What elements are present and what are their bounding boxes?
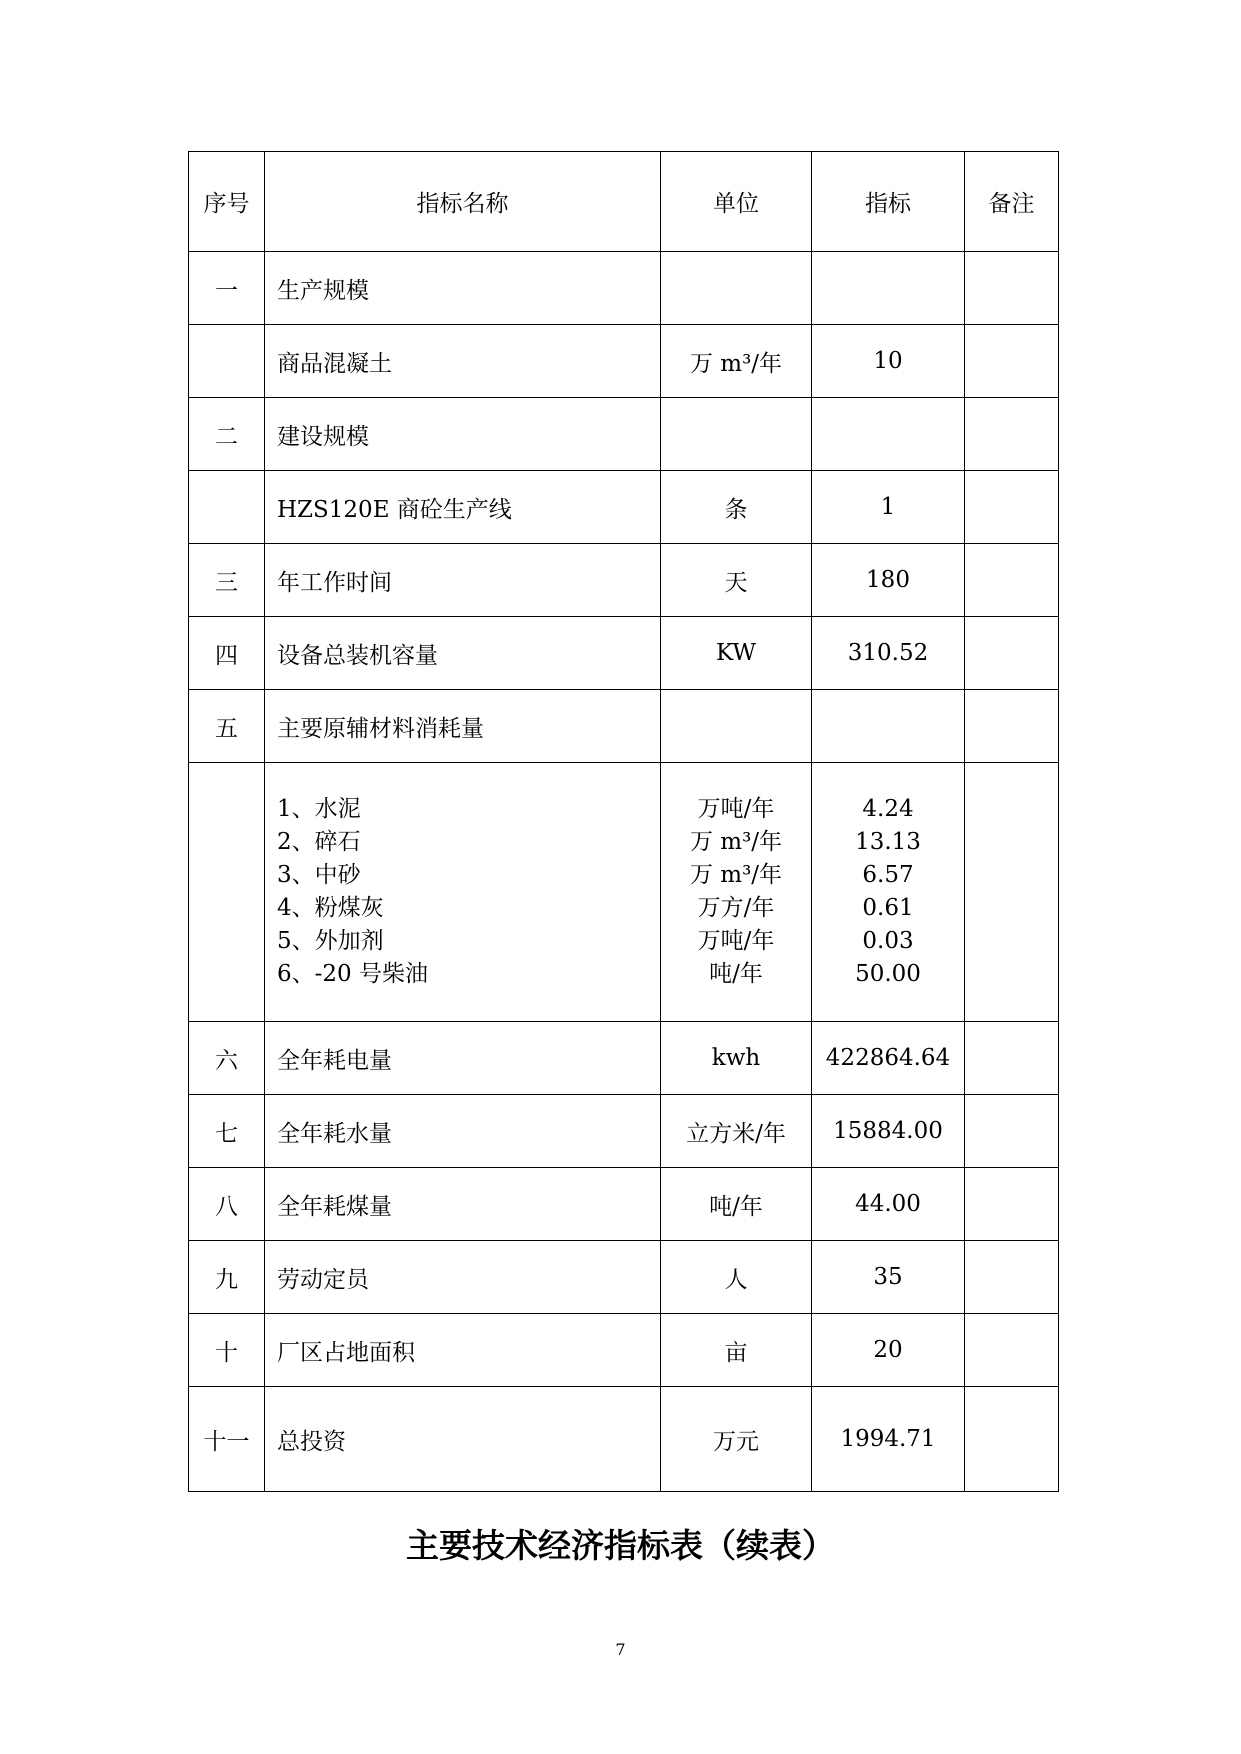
materials-units bbox=[661, 763, 812, 1022]
material-name: 5、外加剂 bbox=[277, 928, 384, 954]
row-unit: KW bbox=[661, 617, 812, 690]
row-value: 20 bbox=[812, 1314, 965, 1387]
row-seq: 四 bbox=[189, 617, 265, 690]
materials-row bbox=[189, 763, 1059, 1022]
row-value: 35 bbox=[812, 1241, 965, 1314]
material-unit: 万吨/年 bbox=[697, 796, 775, 822]
indicator-table-container bbox=[188, 151, 1058, 1492]
row-unit: 天 bbox=[661, 544, 812, 617]
row-note bbox=[965, 544, 1059, 617]
material-value: 6.57 bbox=[862, 862, 914, 888]
row-seq bbox=[189, 325, 265, 398]
row-note bbox=[965, 1387, 1059, 1492]
row-unit: 万 m³/年 bbox=[661, 325, 812, 398]
row-seq: 五 bbox=[189, 690, 265, 763]
material-value: 4.24 bbox=[862, 796, 914, 822]
table-row bbox=[189, 325, 1059, 398]
row-value: 10 bbox=[812, 325, 965, 398]
row-value: 180 bbox=[812, 544, 965, 617]
row-name: 建设规模 bbox=[265, 398, 661, 471]
material-value: 0.03 bbox=[862, 928, 914, 954]
row-unit: 条 bbox=[661, 471, 812, 544]
row-value bbox=[812, 398, 965, 471]
material-unit: 万 m³/年 bbox=[689, 862, 783, 888]
row-value: 422864.64 bbox=[812, 1022, 965, 1095]
row-value: 44.00 bbox=[812, 1168, 965, 1241]
material-name: 3、中砂 bbox=[277, 862, 361, 888]
row-note bbox=[965, 763, 1059, 1022]
row-note bbox=[965, 1168, 1059, 1241]
table-row bbox=[189, 1095, 1059, 1168]
indicator-table bbox=[188, 151, 1059, 1492]
row-note bbox=[965, 1314, 1059, 1387]
row-unit: 吨/年 bbox=[661, 1168, 812, 1241]
material-name: 4、粉煤灰 bbox=[277, 895, 384, 921]
material-value: 13.13 bbox=[855, 829, 921, 855]
table-row bbox=[189, 1022, 1059, 1095]
table-row bbox=[189, 398, 1059, 471]
row-name: 厂区占地面积 bbox=[265, 1314, 661, 1387]
row-name: HZS120E 商砼生产线 bbox=[265, 471, 661, 544]
row-note bbox=[965, 471, 1059, 544]
material-unit: 吨/年 bbox=[709, 961, 763, 987]
header-unit: 单位 bbox=[661, 152, 812, 252]
material-value: 50.00 bbox=[855, 961, 921, 987]
material-unit: 万吨/年 bbox=[697, 928, 775, 954]
material-unit: 万方/年 bbox=[697, 895, 775, 921]
materials-names bbox=[265, 763, 661, 1022]
material-name: 1、水泥 bbox=[277, 796, 361, 822]
page-number: 7 bbox=[615, 1640, 626, 1659]
row-note bbox=[965, 398, 1059, 471]
row-note bbox=[965, 1022, 1059, 1095]
row-seq bbox=[189, 471, 265, 544]
row-name: 设备总装机容量 bbox=[265, 617, 661, 690]
material-name: 2、碎石 bbox=[277, 829, 361, 855]
row-note bbox=[965, 325, 1059, 398]
row-unit: 亩 bbox=[661, 1314, 812, 1387]
material-unit: 万 m³/年 bbox=[689, 829, 783, 855]
row-seq: 三 bbox=[189, 544, 265, 617]
table-row bbox=[189, 471, 1059, 544]
row-seq: 二 bbox=[189, 398, 265, 471]
row-value: 1994.71 bbox=[812, 1387, 965, 1492]
row-value: 15884.00 bbox=[812, 1095, 965, 1168]
row-seq: 一 bbox=[189, 252, 265, 325]
table-row bbox=[189, 1387, 1059, 1492]
header-value: 指标 bbox=[812, 152, 965, 252]
header-seq: 序号 bbox=[189, 152, 265, 252]
row-name: 总投资 bbox=[265, 1387, 661, 1492]
row-seq: 十 bbox=[189, 1314, 265, 1387]
row-seq: 九 bbox=[189, 1241, 265, 1314]
material-name: 6、-20 号柴油 bbox=[277, 961, 428, 987]
row-name: 劳动定员 bbox=[265, 1241, 661, 1314]
material-value: 0.61 bbox=[862, 895, 914, 921]
row-note bbox=[965, 690, 1059, 763]
materials-values bbox=[812, 763, 965, 1022]
row-note bbox=[965, 1095, 1059, 1168]
row-note bbox=[965, 617, 1059, 690]
row-name: 全年耗电量 bbox=[265, 1022, 661, 1095]
table-row bbox=[189, 544, 1059, 617]
header-name: 指标名称 bbox=[265, 152, 661, 252]
row-value bbox=[812, 252, 965, 325]
table-row bbox=[189, 1168, 1059, 1241]
row-seq: 七 bbox=[189, 1095, 265, 1168]
table-row bbox=[189, 690, 1059, 763]
table-row bbox=[189, 1241, 1059, 1314]
row-unit: 立方米/年 bbox=[661, 1095, 812, 1168]
row-unit: 万元 bbox=[661, 1387, 812, 1492]
row-value: 1 bbox=[812, 471, 965, 544]
row-name: 生产规模 bbox=[265, 252, 661, 325]
table-row bbox=[189, 617, 1059, 690]
row-name: 主要原辅材料消耗量 bbox=[265, 690, 661, 763]
row-unit bbox=[661, 252, 812, 325]
row-seq: 六 bbox=[189, 1022, 265, 1095]
row-unit: 人 bbox=[661, 1241, 812, 1314]
table-header-row bbox=[189, 152, 1059, 252]
row-name: 年工作时间 bbox=[265, 544, 661, 617]
row-seq: 十一 bbox=[189, 1387, 265, 1492]
header-note: 备注 bbox=[965, 152, 1059, 252]
row-unit bbox=[661, 398, 812, 471]
row-value: 310.52 bbox=[812, 617, 965, 690]
row-note bbox=[965, 252, 1059, 325]
table-title: 主要技术经济指标表（续表） bbox=[406, 1526, 835, 1565]
row-name: 全年耗煤量 bbox=[265, 1168, 661, 1241]
row-unit: kwh bbox=[661, 1022, 812, 1095]
row-seq bbox=[189, 763, 265, 1022]
row-unit bbox=[661, 690, 812, 763]
table-row bbox=[189, 1314, 1059, 1387]
row-value bbox=[812, 690, 965, 763]
row-note bbox=[965, 1241, 1059, 1314]
table-row bbox=[189, 252, 1059, 325]
row-seq: 八 bbox=[189, 1168, 265, 1241]
row-name: 全年耗水量 bbox=[265, 1095, 661, 1168]
row-name: 商品混凝土 bbox=[265, 325, 661, 398]
